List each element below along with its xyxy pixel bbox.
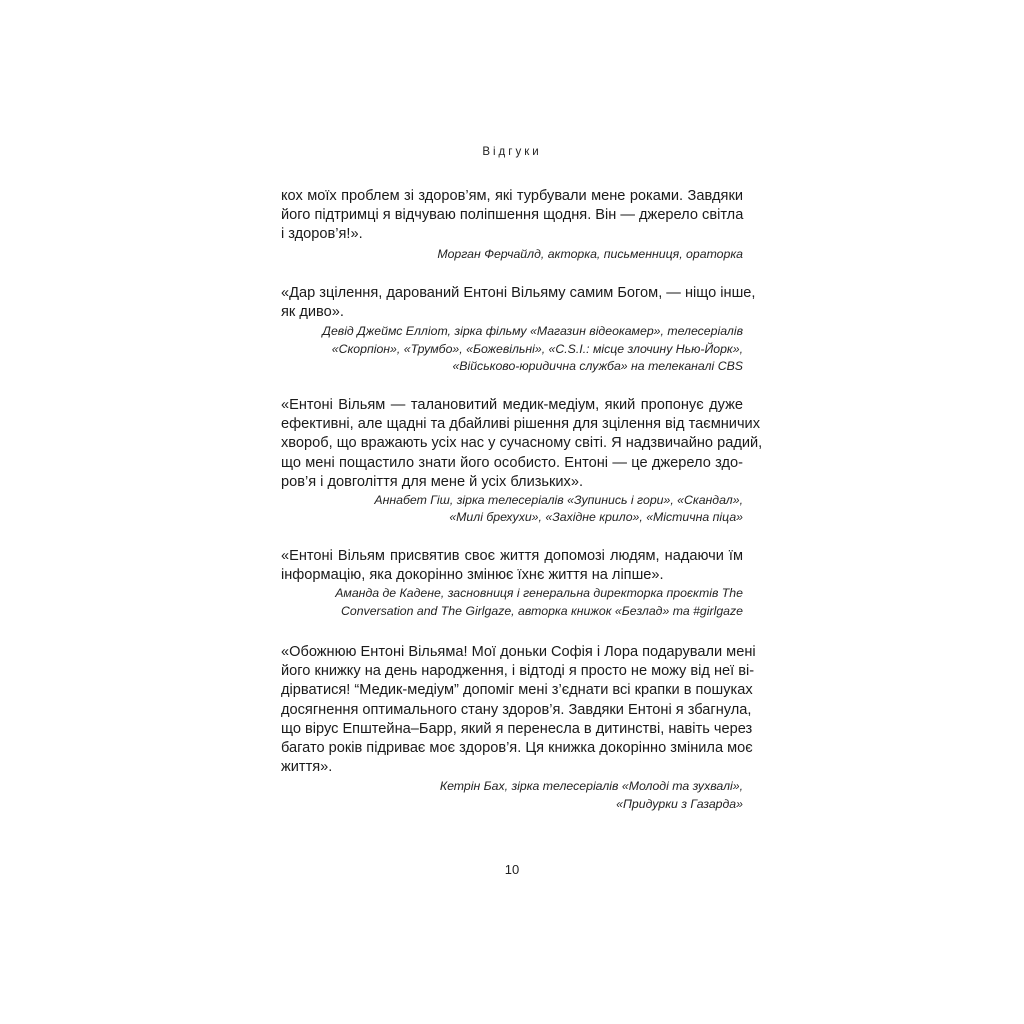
attribution-line: «Милі брехухи», «Західне крило», «Містична піца»	[449, 510, 743, 525]
attribution-line: Морган Ферчайлд, акторка, письменниця, ораторка	[437, 246, 743, 261]
quote-line: «Обожнюю Ентоні Вільяма! Мої доньки Софія і Лора подарували мені	[281, 644, 756, 660]
quote-line: його підтримці я відчуваю поліпшення щодня. Він — джерело світла	[281, 207, 744, 224]
testimonial	[281, 284, 756, 376]
running-title: Відгуки	[482, 146, 542, 158]
quote-line: ров’я і довголіття для мене й усіх близьких».	[281, 473, 584, 490]
quote-line: як диво».	[281, 304, 344, 321]
quote-line: багато років підриває моє здоров’я. Ця книжка докорінно змінила моє	[281, 740, 753, 757]
quote-line: «Дар зцілення, дарований Ентоні Вільяму самим Богом, — ніщо інше,	[281, 285, 756, 301]
testimonial	[281, 187, 743, 263]
testimonial-quote	[281, 284, 756, 322]
quote-line: досягнення оптимального стану здоров’я. Завдяки Ентоні я збагнула,	[281, 701, 752, 718]
quote-line: «Ентоні Вільям присвятив своє життя допомозі людям, надаючи їм	[281, 548, 743, 564]
attribution-line: «Скорпіон», «Трумбо», «Божевільні», «C.S.I.: місце злочину Нью-Йорк»,	[331, 341, 743, 356]
testimonial-quote	[281, 643, 756, 777]
quote-line: його книжку на день народження, і відтоді я просто не можу від неї ві-	[281, 663, 755, 680]
quote-line: ефективні, але щадні та дбайливі рішення для зцілення від таємничих	[281, 416, 760, 433]
testimonial	[281, 396, 763, 527]
quote-line: і здоров’я!».	[281, 226, 363, 243]
quote-line: «Ентоні Вільям — талановитий медик-медіум, який пропонує дуже	[281, 397, 743, 413]
quote-line: хвороб, що вражають усіх нас у сучасному світі. Я надзвичайно радий,	[281, 435, 763, 452]
attribution-line: Аманда де Кадене, засновниця і генеральна директорка проєктів The	[335, 586, 743, 601]
attribution-line: Conversation and The Girlgaze, авторка книжок «Безлад» та #girlgaze	[340, 603, 743, 618]
attribution-line: «Придурки з Газарда»	[616, 796, 743, 811]
testimonial	[281, 643, 756, 813]
attribution-line: «Військово-юридична служба» на телеканалі CBS	[452, 359, 743, 374]
testimonial-quote	[281, 396, 763, 492]
attribution-line: Кетрін Бах, зірка телесеріалів «Молоді та зухвалі»,	[439, 779, 743, 794]
testimonial-attribution	[281, 492, 743, 527]
testimonial-quote	[281, 187, 743, 245]
testimonial-attribution	[281, 585, 743, 620]
page-number: 10	[504, 862, 520, 877]
quote-line: життя».	[281, 759, 333, 776]
testimonial-attribution	[281, 778, 743, 813]
quote-line: інформацію, яка докорінно змінює їхнє життя на ліпше».	[281, 567, 664, 584]
testimonial	[281, 547, 743, 620]
attribution-line: Девід Джеймс Елліот, зірка фільму «Магазин відеокамер», телесеріалів	[322, 324, 743, 339]
quote-line: що мені пощастило знати його особисто. Ентоні — це джерело здо-	[281, 454, 743, 471]
quote-line: кох моїх проблем зі здоров’ям, які турбували мене роками. Завдяки	[281, 188, 743, 204]
attribution-line: Аннабет Гіш, зірка телесеріалів «Зупинись і гори», «Скандал»,	[374, 493, 743, 508]
quote-line: дірватися! “Медик-медіум” допоміг мені з’єднати всі крапки в пошуках	[281, 682, 753, 699]
quote-line: що вірус Епштейна–Барр, який я перенесла в дитинстві, навіть через	[281, 720, 753, 737]
testimonial-attribution	[281, 246, 743, 263]
testimonial-quote	[281, 547, 743, 585]
testimonial-attribution	[281, 323, 743, 375]
